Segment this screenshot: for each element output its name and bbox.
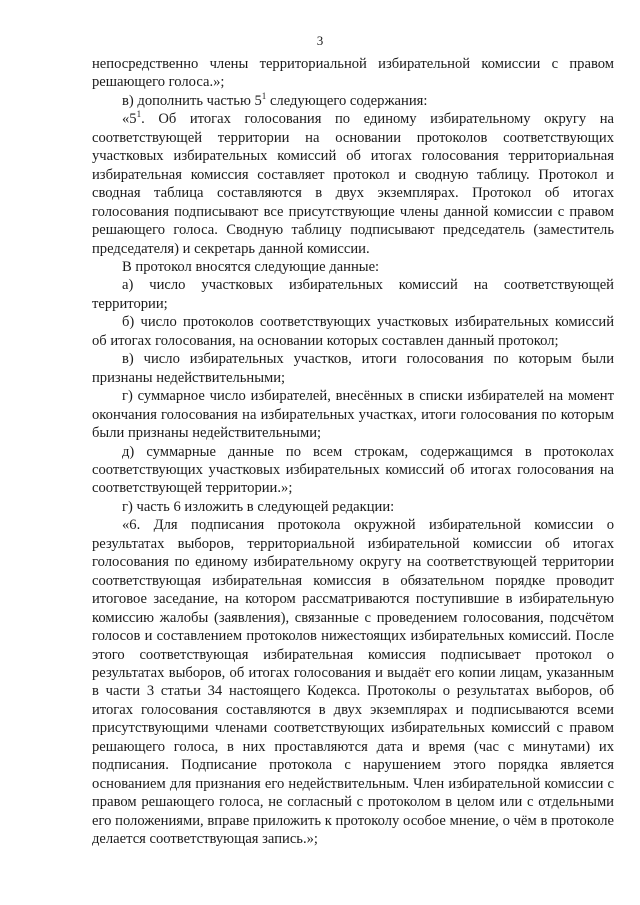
document-body [92,55,614,848]
list-item-g [92,387,614,442]
paragraph-text: д) суммарные данные по всем строкам, содержащимся в протоколах соответствующих участковых избирательных комиссий об итогах голосования на соответствующей территории.»; [92,443,614,497]
paragraph-part-5-1 [92,110,614,258]
paragraph-text: непосредственно члены территориальной избирательной комиссии с правом решающего голоса.»; [92,56,614,91]
list-item-b [92,313,614,350]
list-item-d [92,443,614,498]
paragraph-text: В протокол вносятся следующие данные: [122,258,380,275]
page-number: 3 [316,33,324,48]
paragraph-text-after: . Об итогах голосования по единому избирательному округу на соответствующей территории на основании протоколов соответствующих участковых избирательных комиссий об итогах голосования территориальная избирательная комиссия составляет протокол и сводную таблицу. Протокол и сводная таблица составляются в двух экземплярах. Протокол об итогах голосования подписывают все присутствующие члены данной комиссии с правом решающего голоса. Сводную таблицу подписывают председатель (заместитель председателя) и секретарь данной комиссии. [92,111,614,257]
list-item-a [92,276,614,313]
paragraph-amendment-v [92,92,614,110]
paragraph-text: г) суммарное число избирателей, внесённых в списки избирателей на момент окончания голосования на избирательных участках, итоги голосования по которым были признаны недействительными; [92,388,614,442]
list-item-v [92,350,614,387]
paragraph-text: в) дополнить частью 5 [122,92,262,109]
paragraph-text: в) число избирательных участков, итоги голосования по которым были признаны недействительными; [92,351,614,386]
paragraph-continuation [92,55,614,92]
paragraph-text: а) число участковых избирательных комиссий на соответствующей территории; [92,277,614,312]
paragraph-amendment-g [92,498,614,516]
paragraph-text: б) число протоколов соответствующих участковых избирательных комиссий об итогах голосования, на основании которых составлен данный протокол; [92,314,614,349]
paragraph-text: «5 [122,111,137,128]
paragraph-part-6 [92,516,614,848]
superscript: 1 [136,109,142,120]
paragraph-text: г) часть 6 изложить в следующей редакции: [122,498,395,515]
paragraph-text: «6. Для подписания протокола окружной избирательной комиссии о результатах выборов, территориальной избирательной комиссии об итогах голосования по единому избирательному округу на соответствующей территории соответствующая избирательная комиссия в обязательном порядке проводит итоговое заседание, на котором рассматриваются поступившие в избирательную комиссию жалобы (заявления), связанные с проведением голосования, подсчётом голосов и составлением протоколов нижестоящих избирательных комиссий. После этого соответствующая избирательная комиссия подписывает протокол о результатах выборов, об итогах голосования и выдаёт его копии лицам, указанным в части 3 статьи 34 настоящего Кодекса. Протоколы о результатах выборов, об итогах голосования составляются в двух экземплярах и подписываются всеми присутствующими членами соответствующих избирательных комиссий с правом решающего голоса, в них проставляются дата и время (час с минутами) их подписания. Подписание протокола с нарушением этого порядка является основанием для признания его недействительным. Член избирательной комиссии с правом решающего голоса, не согласный с протоколом в целом или с отдельными его положениями, вправе приложить к протоколу особое мнение, о чём в протоколе делается соответствующая запись.»; [92,517,614,848]
paragraph-protocol-intro [92,258,614,276]
superscript: 1 [261,90,267,101]
paragraph-text-after: следующего содержания: [266,92,428,109]
